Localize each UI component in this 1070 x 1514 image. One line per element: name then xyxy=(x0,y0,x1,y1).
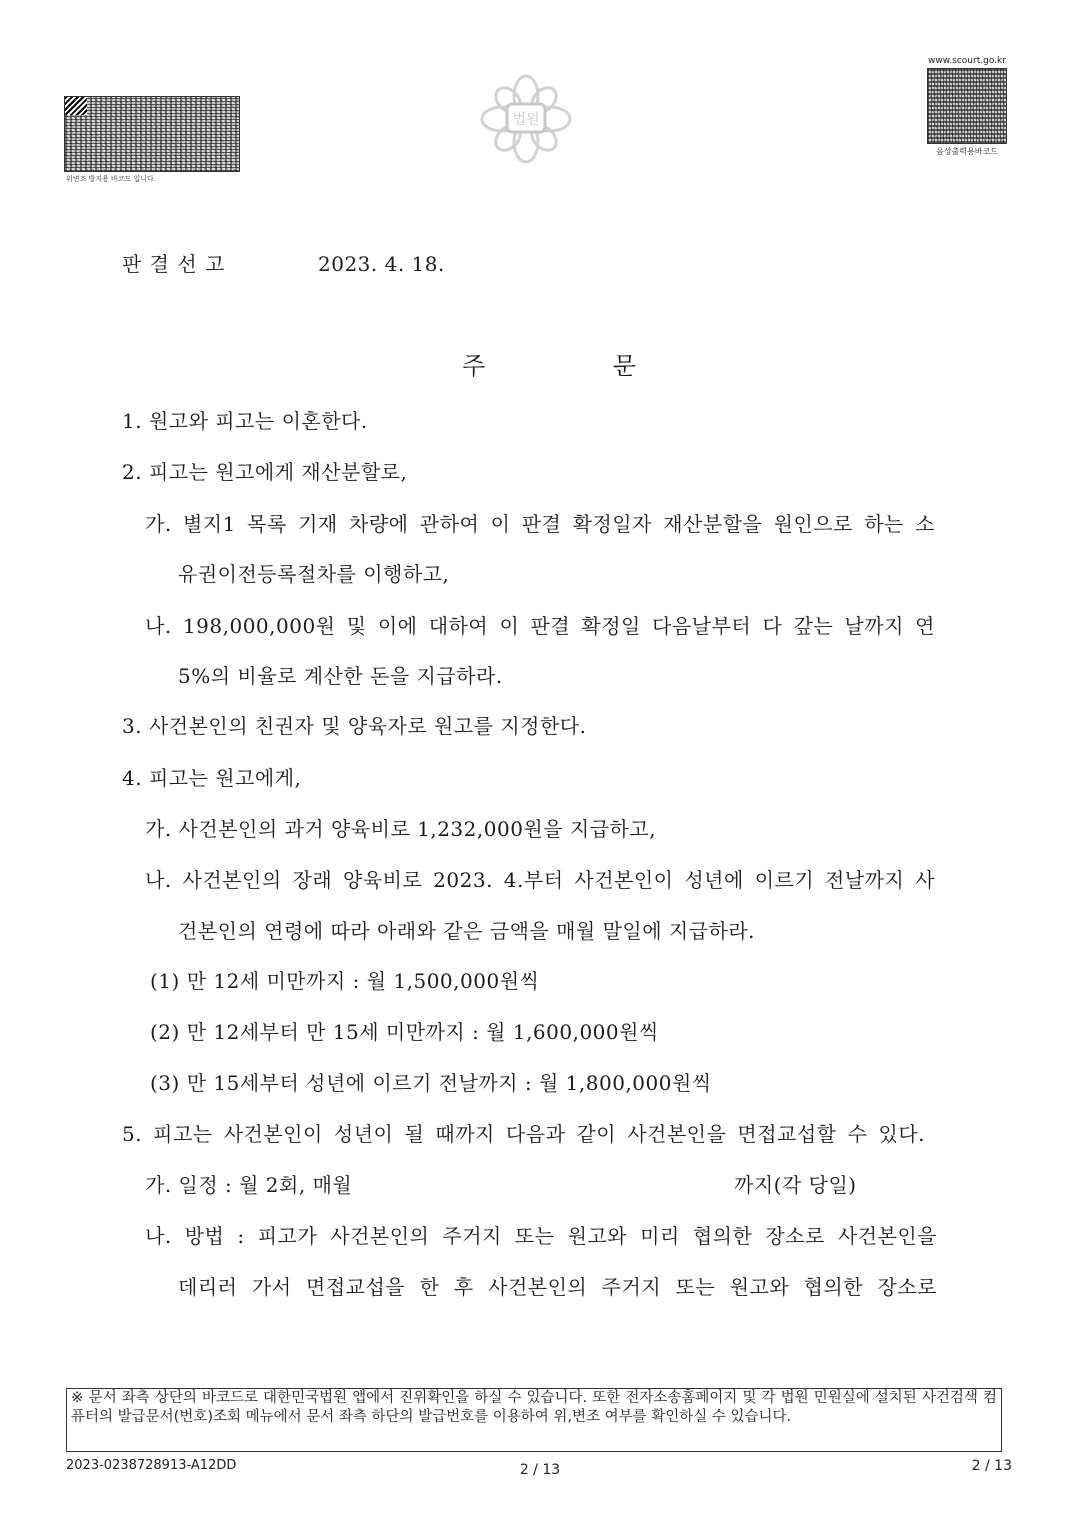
order-item-4b-sub2: (2) 만 12세부터 만 15세 미만까지 : 월 1,600,000원씩 xyxy=(150,1020,659,1044)
section-title: 주 문 xyxy=(462,352,696,380)
anti-forgery-barcode xyxy=(64,96,240,172)
court-seal-icon xyxy=(472,66,580,172)
page-number-right: 2 / 13 xyxy=(971,1458,1012,1474)
order-item-3: 3. 사건본인의 친권자 및 양육자로 원고를 지정한다. xyxy=(122,714,587,738)
order-item-5a-right: 까지(각 당일) xyxy=(734,1173,857,1197)
order-item-4b-line2: 건본인의 연령에 따라 아래와 같은 금액을 매월 말일에 지급하라. xyxy=(178,919,756,943)
order-item-5b-line1: 나. 방법 : 피고가 사건본인의 주거지 또는 원고와 미리 협의한 장소로 사건본인을 xyxy=(145,1224,937,1248)
site-url: www.scourt.go.kr xyxy=(928,56,1006,66)
seal-text: 법원 xyxy=(512,112,540,128)
order-item-2a-line2: 유권이전등록절차를 이행하고, xyxy=(178,562,450,586)
barcode-left-caption: 위변조 방지용 바코드 입니다. xyxy=(66,175,157,183)
barcode-corner-mark xyxy=(65,97,87,115)
barcode-right-caption: 음성출력용바코드 xyxy=(936,147,998,156)
verification-notice: ※ 문서 좌측 상단의 바코드로 대한민국법원 앱에서 진위확인을 하실 수 있습니다. 또한 전자소송홈페이지 및 각 법원 민원실에 설치된 사건검색 컴퓨터의 발급문서(번호)조회 메뉴에서 문서 좌측 하단의 발급번호를 이용하여 위,변조 여부를 확인하실 수 있습니다. xyxy=(66,1388,1002,1452)
audio-output-barcode xyxy=(927,68,1007,144)
order-item-5: 5. 피고는 사건본인이 성년이 될 때까지 다음과 같이 사건본인을 면접교섭할 수 있다. xyxy=(122,1122,925,1146)
order-item-2b-line1: 나. 198,000,000원 및 이에 대하여 이 판결 확정일 다음날부터 다 갚는 날까지 연 xyxy=(145,614,935,638)
order-item-5b-line2: 데리러 가서 면접교섭을 한 후 사건본인의 주거지 또는 원고와 협의한 장소로 xyxy=(178,1275,937,1299)
order-item-2: 2. 피고는 원고에게 재산분할로, xyxy=(122,460,408,484)
verdict-label: 판 결 선 고 xyxy=(122,252,226,276)
order-item-1: 1. 원고와 피고는 이혼한다. xyxy=(122,409,368,433)
order-item-4b-line1: 나. 사건본인의 장래 양육비로 2023. 4.부터 사건본인이 성년에 이르기 전날까지 사 xyxy=(145,868,935,892)
order-item-4b-sub1: (1) 만 12세 미만까지 : 월 1,500,000원씩 xyxy=(150,969,540,993)
order-item-5a-left: 가. 일정 : 월 2회, 매월 xyxy=(145,1173,353,1197)
issue-number: 2023-0238728913-A12DD xyxy=(66,1458,237,1473)
order-item-4b-sub3: (3) 만 15세부터 성년에 이르기 전날까지 : 월 1,800,000원씩 xyxy=(150,1071,712,1095)
order-item-4: 4. 피고는 원고에게, xyxy=(122,766,302,790)
page-number-center: 2 / 13 xyxy=(519,1462,561,1478)
order-item-2b-line2: 5%의 비율로 계산한 돈을 지급하라. xyxy=(178,664,503,688)
order-item-4a: 가. 사건본인의 과거 양육비로 1,232,000원을 지급하고, xyxy=(145,817,657,841)
order-item-2a-line1: 가. 별지1 목록 기재 차량에 관하여 이 판결 확정일자 재산분할을 원인으로 하는 소 xyxy=(145,512,935,536)
verdict-date: 2023. 4. 18. xyxy=(318,252,445,276)
